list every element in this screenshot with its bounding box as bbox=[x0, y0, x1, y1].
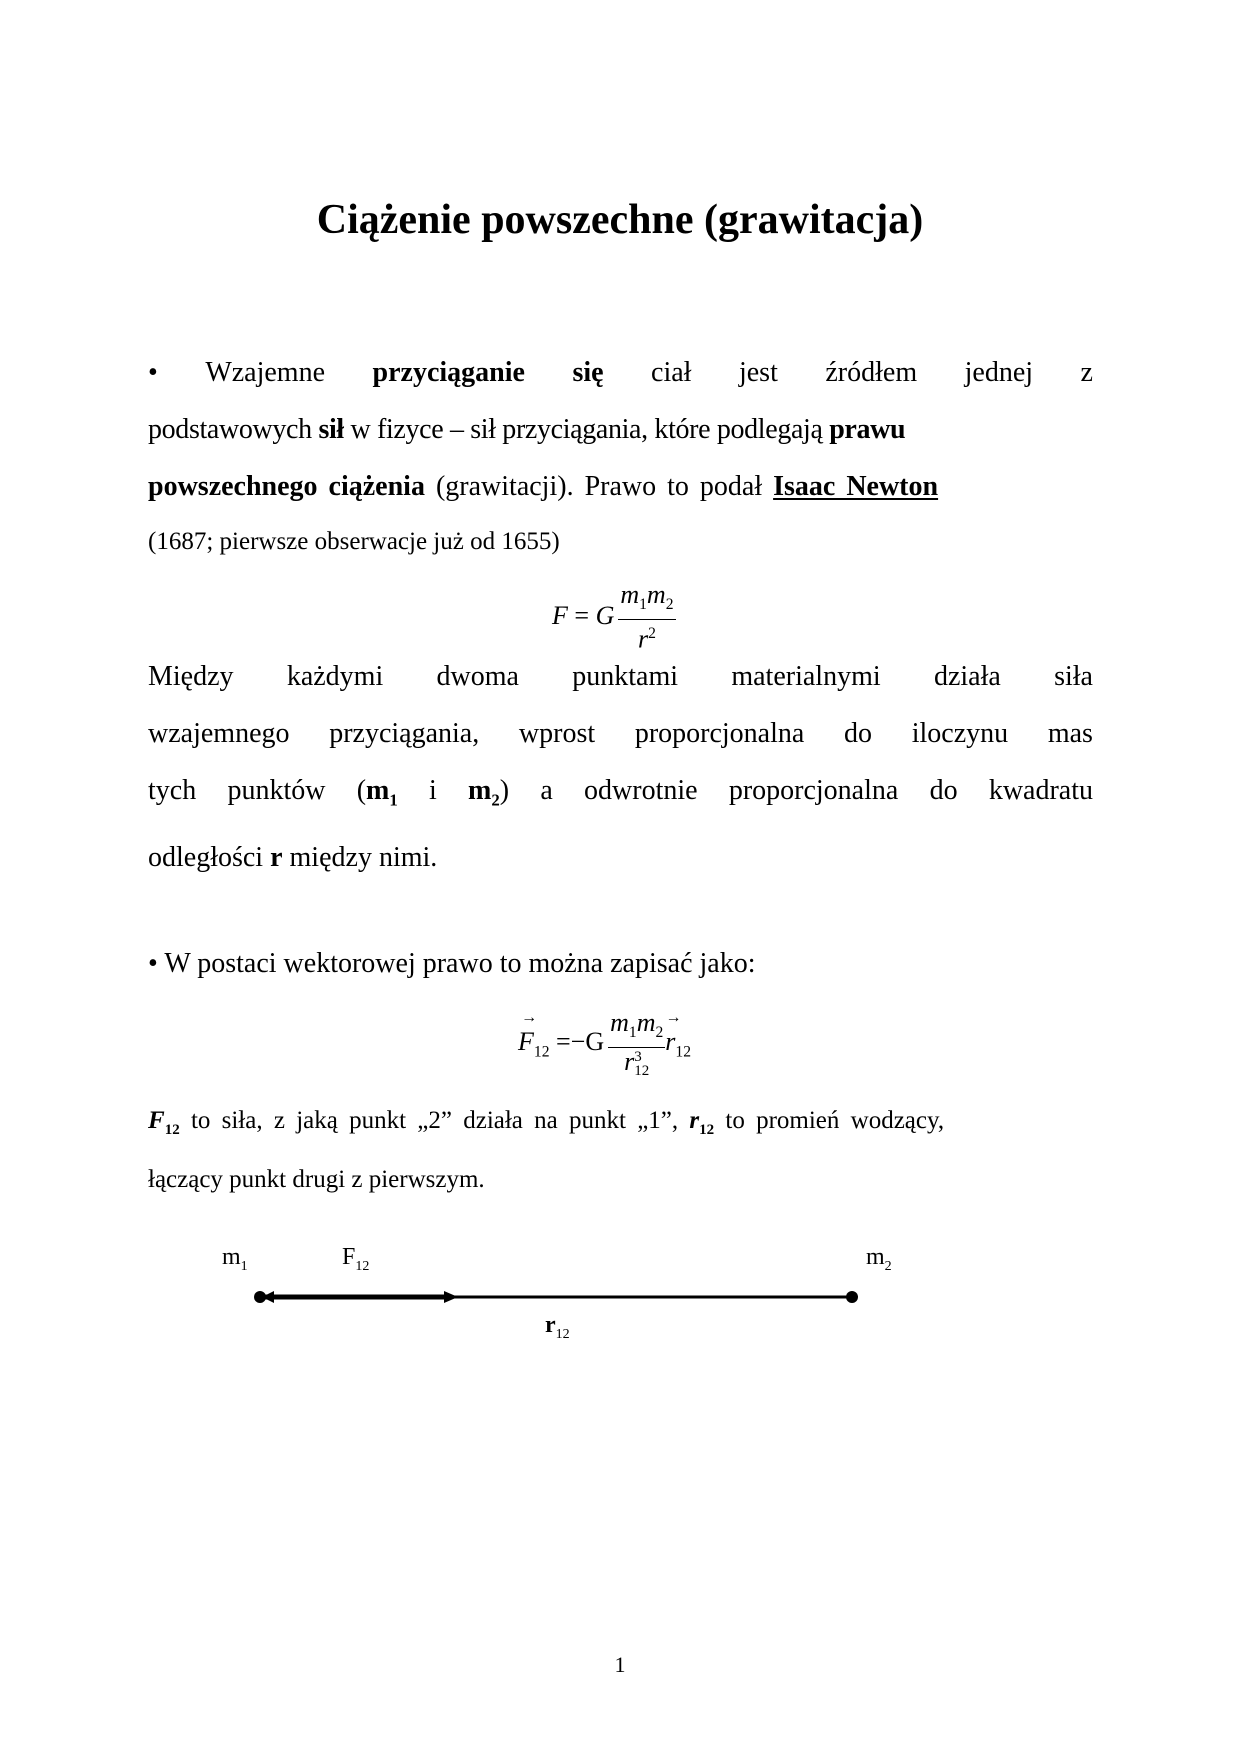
formula-operator: = bbox=[555, 1027, 571, 1057]
formula-fraction bbox=[608, 1010, 665, 1078]
label-r12 bbox=[545, 1312, 570, 1343]
paragraph-line bbox=[148, 401, 1093, 458]
word: jednej bbox=[964, 357, 1034, 388]
subscript: 2 bbox=[655, 1024, 664, 1042]
formula-fraction bbox=[618, 582, 675, 654]
paragraph-line bbox=[148, 762, 1093, 829]
subscript: 12 bbox=[699, 1122, 715, 1138]
text: w fizyce – sił przyciągania, które podlegają bbox=[343, 414, 830, 445]
paragraph-line bbox=[148, 344, 1093, 401]
word: mas bbox=[1047, 718, 1093, 749]
page-number: 1 bbox=[614, 1652, 626, 1677]
paragraph-definitions bbox=[148, 1096, 1093, 1205]
word: punktami bbox=[572, 661, 679, 692]
word: dwoma bbox=[436, 661, 519, 692]
formula-symbol: m bbox=[610, 1008, 629, 1037]
word: ciał bbox=[651, 357, 692, 388]
dates-text: (1687; pierwsze obserwacje już od 1655) bbox=[148, 528, 560, 555]
subscript: 12 bbox=[555, 1326, 570, 1342]
paragraph-line bbox=[148, 458, 1093, 515]
paragraph-line bbox=[148, 648, 1093, 705]
fraction-numerator bbox=[618, 582, 675, 620]
subscript: 12 bbox=[634, 1063, 650, 1080]
paragraph-line bbox=[148, 705, 1093, 762]
subscript: 2 bbox=[665, 596, 674, 614]
word: jest bbox=[738, 357, 778, 388]
word: siła bbox=[1054, 661, 1093, 692]
bold-word: sił bbox=[318, 414, 344, 445]
bold-symbol: r bbox=[270, 841, 283, 873]
label-m2 bbox=[866, 1244, 892, 1275]
formula-symbol: m bbox=[620, 580, 640, 609]
word: wzajemnego bbox=[148, 718, 290, 749]
word: a bbox=[540, 775, 553, 806]
label-m1 bbox=[222, 1244, 248, 1275]
superscript: 3 bbox=[634, 1049, 642, 1066]
masses-group bbox=[468, 762, 509, 829]
paragraph-line: łączący punkt drugi z pierwszym. bbox=[148, 1166, 485, 1193]
vector-arrow-icon bbox=[518, 1027, 534, 1057]
word: i bbox=[429, 775, 437, 806]
word: proporcjonalna bbox=[728, 775, 899, 806]
formula-gravitation bbox=[552, 582, 676, 654]
formula-symbol: F bbox=[518, 1027, 534, 1057]
bold-phrase: powszechnego ciążenia bbox=[148, 471, 425, 502]
bold-word: prawu bbox=[829, 414, 906, 445]
formula-symbol: m bbox=[646, 580, 666, 609]
word: kwadratu bbox=[988, 775, 1093, 806]
subscript: 12 bbox=[533, 1043, 550, 1061]
formula-symbol: F bbox=[148, 1107, 165, 1134]
word: Między bbox=[148, 661, 234, 692]
label-text: F bbox=[342, 1244, 356, 1270]
formula-symbol: F bbox=[552, 600, 568, 630]
label-text: r bbox=[545, 1312, 556, 1338]
bold-word: przyciąganie bbox=[372, 357, 525, 388]
formula-symbol: G bbox=[595, 600, 615, 630]
text: to promień wodzący, bbox=[714, 1107, 945, 1134]
paragraph-line bbox=[148, 829, 1093, 886]
word: tych bbox=[148, 775, 197, 806]
word: materialnymi bbox=[731, 661, 881, 692]
label-text: m bbox=[222, 1244, 241, 1270]
word: do bbox=[929, 775, 958, 806]
formula-symbol: m bbox=[636, 1008, 656, 1037]
subscript: 12 bbox=[675, 1043, 691, 1061]
paren: ) bbox=[499, 775, 510, 806]
formula-operator: = bbox=[574, 600, 590, 630]
word: do bbox=[844, 718, 873, 749]
isaac-newton-link[interactable]: Isaac Newton bbox=[773, 471, 939, 502]
bullet: • bbox=[148, 357, 158, 388]
page-title: Ciążenie powszechne (grawitacja) bbox=[316, 197, 924, 243]
word: odwrotnie bbox=[584, 775, 698, 806]
fraction-denominator bbox=[624, 1048, 649, 1078]
paragraph-dates bbox=[148, 526, 1093, 558]
word: z bbox=[1080, 357, 1093, 388]
word: źródłem bbox=[825, 357, 918, 388]
m1-point bbox=[254, 1291, 266, 1303]
text: W postaci wektorowej prawo to można zapisać jako: bbox=[164, 948, 756, 979]
word: działa bbox=[933, 661, 1001, 692]
vector-arrow-icon bbox=[665, 1027, 675, 1057]
label-f12 bbox=[342, 1244, 369, 1275]
formula-vector-gravitation bbox=[518, 1010, 691, 1078]
paragraph-line bbox=[148, 1096, 1093, 1155]
label-text: m bbox=[866, 1244, 885, 1270]
word: proporcjonalna bbox=[634, 718, 805, 749]
text: (grawitacji). Prawo to podał bbox=[424, 471, 774, 502]
text: odległości bbox=[148, 841, 271, 873]
formula-symbol: r bbox=[689, 1107, 700, 1134]
word: punktów bbox=[227, 775, 326, 806]
arrowhead-right-icon bbox=[444, 1291, 458, 1303]
word: każdymi bbox=[286, 661, 384, 692]
subscript: 1 bbox=[639, 596, 647, 614]
text: między nimi. bbox=[282, 841, 438, 873]
subscript: 1 bbox=[389, 790, 398, 810]
fraction-numerator bbox=[608, 1010, 665, 1048]
bold-word: się bbox=[572, 357, 604, 388]
formula-symbol: r bbox=[637, 624, 649, 654]
paragraph-line bbox=[148, 935, 1093, 992]
subscript: 12 bbox=[355, 1258, 370, 1274]
word: przyciągania, bbox=[329, 718, 480, 749]
subscript: 2 bbox=[884, 1258, 892, 1274]
subscript: 12 bbox=[164, 1122, 180, 1138]
text: podstawowych bbox=[148, 414, 319, 445]
text: to siła, z jaką punkt „2” działa na punkt „1”, bbox=[179, 1107, 690, 1134]
subscript: 1 bbox=[240, 1258, 248, 1274]
bullet: • bbox=[148, 948, 158, 979]
force-diagram bbox=[190, 1230, 910, 1360]
word: iloczynu bbox=[911, 718, 1009, 749]
subscript: 2 bbox=[491, 790, 500, 810]
mass-symbol: m bbox=[366, 775, 390, 806]
word: Wzajemne bbox=[205, 357, 326, 388]
formula-symbol: −G bbox=[570, 1027, 605, 1057]
formula-symbol: r bbox=[624, 1047, 635, 1077]
paragraph-explanation bbox=[148, 648, 1093, 886]
masses-group bbox=[357, 762, 398, 829]
word: wprost bbox=[518, 718, 596, 749]
paragraph-vector-form bbox=[148, 935, 1093, 992]
superscript: 2 bbox=[648, 625, 656, 643]
formula-symbol: r bbox=[665, 1027, 676, 1057]
mass-symbol: m bbox=[468, 775, 492, 806]
m2-point bbox=[846, 1291, 858, 1303]
paren: ( bbox=[356, 775, 367, 806]
subscript: 1 bbox=[628, 1024, 637, 1042]
paragraph-newton-law bbox=[148, 344, 1093, 515]
